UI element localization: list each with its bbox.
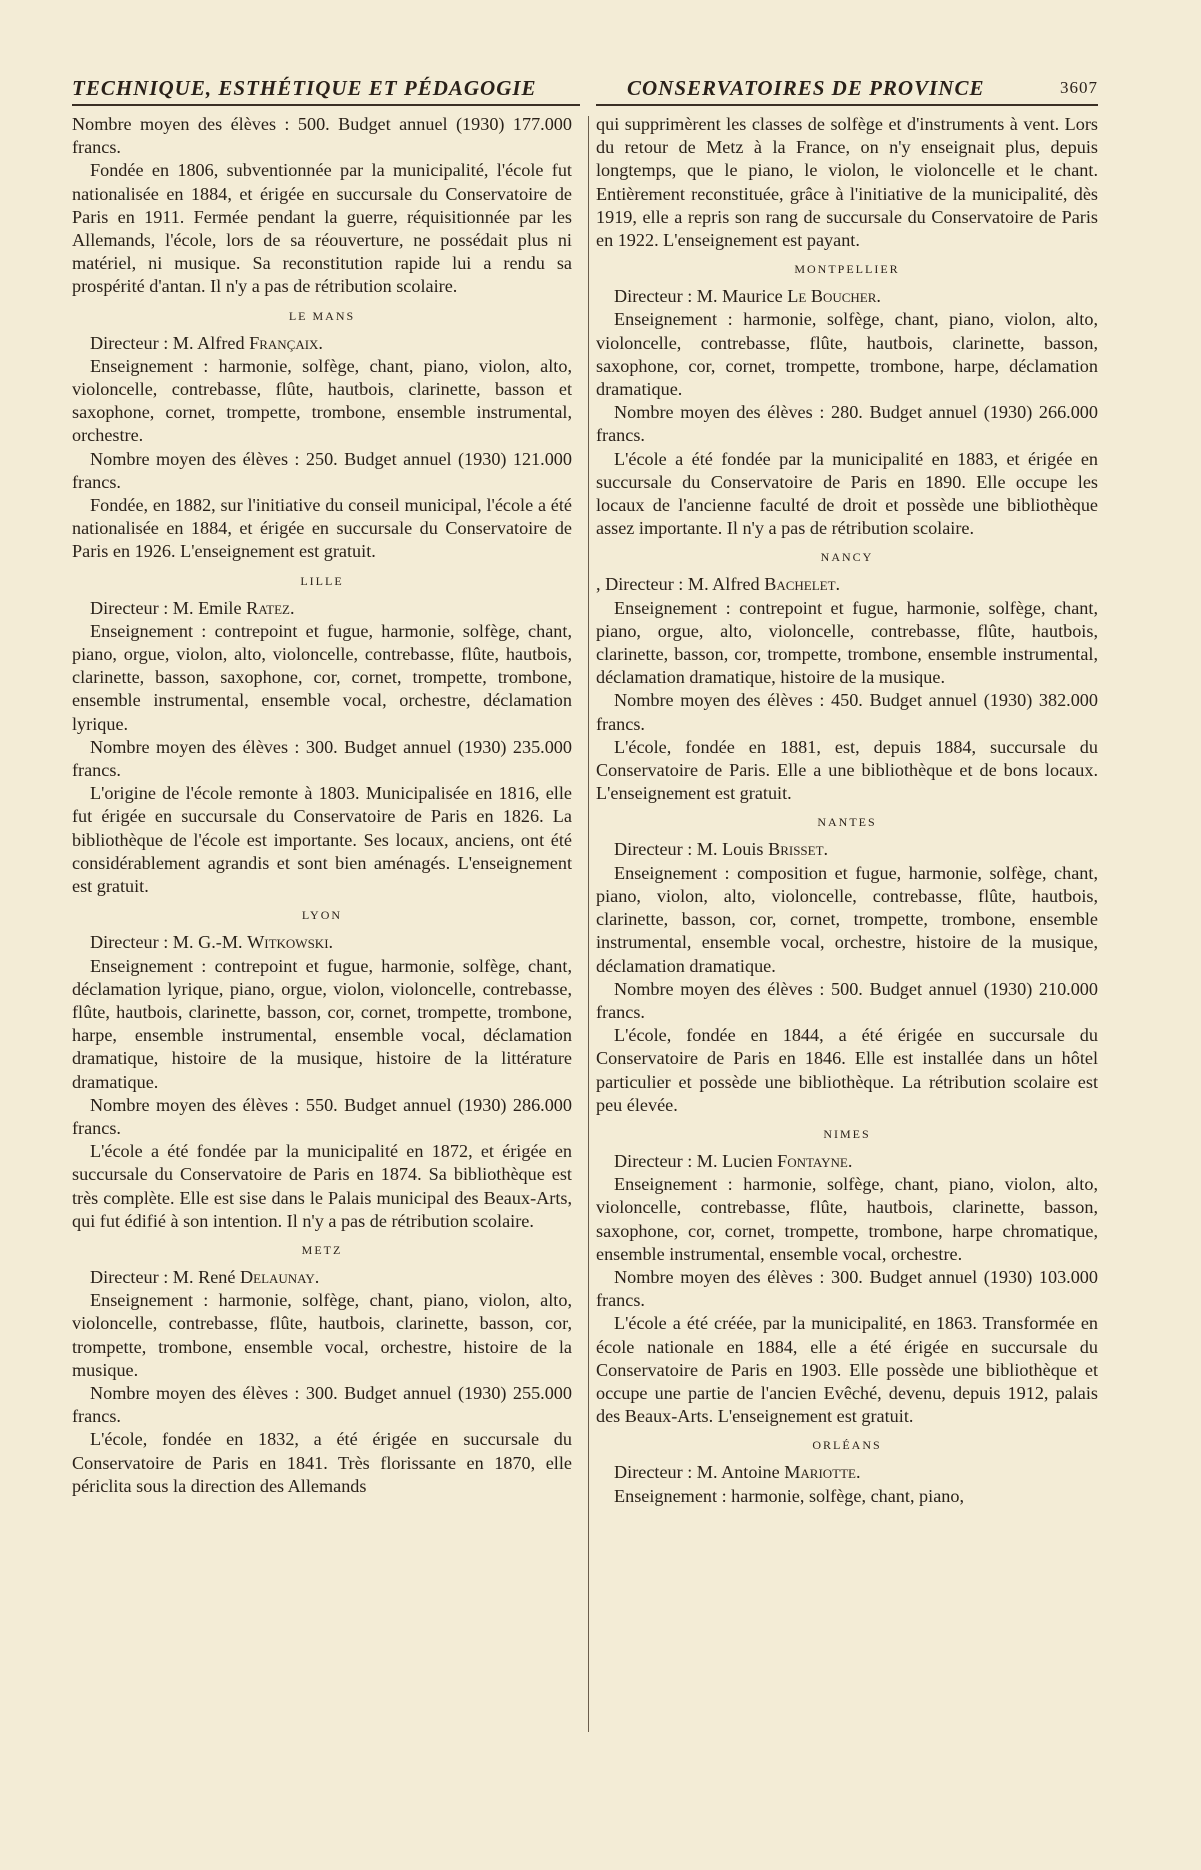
header-right-title: CONSERVATOIRES DE PROVINCE bbox=[627, 76, 985, 100]
section-heading-orleans: ORLÉANS bbox=[812, 1438, 882, 1453]
director-label: Directeur : M. René bbox=[90, 1266, 240, 1287]
history-paragraph: L'école, fondée en 1844, a été érigée en succursale du Conservatoire de Paris en 1846. Elle est installée dans un hôtel particulier et possède une bibliothèque. La rétribution scolaire est peu élevée. bbox=[596, 1025, 1098, 1115]
paragraph: qui supprimèrent les classes de solfège et d'instruments à vent. Lors du retour de Metz à la France, on n'y enseignait plus, depuis longtemps, que le piano, le violon, le violoncelle et le chant. Entièrement reconstituée, grâce à l'initiative de la municipalité, dès 1919, elle a repris son rang de succursale du Conservatoire de Paris en 1922. L'enseignement est payant. bbox=[596, 114, 1098, 251]
stats-paragraph: Nombre moyen des élèves : 500. Budget annuel (1930) 210.000 francs. bbox=[596, 978, 1098, 1022]
director-label: Directeur : M. G.-M. bbox=[90, 932, 248, 953]
director-label: Directeur : M. Lucien bbox=[614, 1150, 778, 1171]
page-number: 3607 bbox=[1060, 78, 1098, 97]
history-paragraph: L'école a été créée, par la municipalité, en 1863. Transformée en école nationale en 1884, elle a été érigée en succursale du Conservatoire de Paris en 1903. Elle possède une bibliothèque et occupe une partie de l'ancien Evêché, devenu, depuis 1912, palais des Beaux-Arts. L'enseignement est gratuit. bbox=[596, 1313, 1098, 1427]
left-column bbox=[72, 113, 572, 1498]
director-name: Bachelet. bbox=[764, 574, 841, 595]
director-line bbox=[596, 1150, 1098, 1173]
stats-paragraph: Nombre moyen des élèves : 280. Budget annuel (1930) 266.000 francs. bbox=[596, 402, 1098, 446]
column-divider bbox=[588, 116, 589, 1732]
paragraph: Fondée en 1806, subventionnée par la municipalité, l'école fut nationalisée en 1884, et érigée en succursale du Conservatoire de Paris en 1911. Fermée pendant la guerre, réquisitionnée par les Allemands, l'école, lors de sa réouverture, ne possédait plus ni matériel, ni musique. Sa reconstitution rapide lui a rendu sa prospérité d'antan. Il n'y a pas de rétribution scolaire. bbox=[72, 160, 572, 297]
director-name: Delaunay. bbox=[240, 1266, 320, 1287]
stats-paragraph: Nombre moyen des élèves : 550. Budget annuel (1930) 286.000 francs. bbox=[72, 1094, 572, 1138]
director-name: Mariotte. bbox=[784, 1462, 861, 1483]
teaching-paragraph: Enseignement : harmonie, solfège, chant, piano, violon, alto, violoncelle, contrebasse, flûte, hautbois, clarinette, basson, saxophone, cor, cornet, trompette, trombone, harpe, déclamation dramatique. bbox=[596, 309, 1098, 400]
director-label: Directeur : M. Emile bbox=[90, 597, 247, 618]
director-name: Fontayne. bbox=[777, 1150, 853, 1171]
header-rule-right bbox=[596, 104, 1098, 106]
director-name: Ratez. bbox=[246, 597, 295, 618]
director-label: , Directeur : M. Alfred bbox=[596, 574, 765, 595]
director-line bbox=[72, 931, 572, 954]
director-line bbox=[596, 573, 1098, 596]
running-header bbox=[72, 76, 1098, 104]
history-paragraph: L'école, fondée en 1832, a été érigée en succursale du Conservatoire de Paris en 1841. Très florissante en 1870, elle périclita sous la direction des Allemands bbox=[72, 1429, 572, 1496]
teaching-paragraph: Enseignement : harmonie, solfège, chant, piano, violon, alto, violoncelle, contrebasse, flûte, hautbois, clarinette, basson et saxophone, cornet, trompette, trombone, ensemble instrumental, orchestre. bbox=[72, 355, 572, 446]
teaching-paragraph: Enseignement : contrepoint et fugue, harmonie, solfège, chant, piano, orgue, alto, violoncelle, contrebasse, flûte, hautbois, clarinette, basson, cor, trompette, trombone, ensemble instrumental, déclamation dramatique, histoire de la musique. bbox=[596, 597, 1098, 688]
director-line bbox=[72, 332, 572, 355]
director-name: Françaix. bbox=[249, 332, 323, 353]
stats-paragraph: Nombre moyen des élèves : 300. Budget annuel (1930) 235.000 francs. bbox=[72, 736, 572, 781]
director-name: Le Boucher. bbox=[787, 286, 881, 307]
director-line bbox=[72, 1266, 572, 1289]
teaching-paragraph: Enseignement : contrepoint et fugue, harmonie, solfège, chant, piano, orgue, violon, alto, violoncelle, contrebasse, flûte, hautbois, clarinette, basson, saxophone, cor, cornet, trompette, trombone, ensemble instrumental, ensemble vocal, orchestre, déclamation lyrique. bbox=[72, 620, 572, 734]
stats-paragraph: Nombre moyen des élèves : 450. Budget annuel (1930) 382.000 francs. bbox=[596, 690, 1098, 734]
director-line bbox=[596, 285, 1098, 308]
section-heading-montpellier: MONTPELLIER bbox=[794, 262, 900, 277]
teaching-paragraph: Enseignement : composition et fugue, harmonie, solfège, chant, piano, violon, alto, violoncelle, contrebasse, flûte, hautbois, clarinette, basson, cor, cornet, trompette, trombone, ensemble instrumental, ensemble vocal, orchestre, histoire de la musique, déclamation dramatique. bbox=[596, 862, 1098, 976]
director-name: Witkowski. bbox=[247, 932, 334, 953]
director-line bbox=[596, 1461, 1098, 1484]
teaching-paragraph: Enseignement : contrepoint et fugue, harmonie, solfège, chant, déclamation lyrique, piano, orgue, violon, violoncelle, contrebasse, flûte, hautbois, clarinette, basson, cor, cornet, trompette, trombone, harpe, ensemble instrumental, ensemble vocal, déclamation dramatique, histoire de la musique, histoire de la littérature dramatique. bbox=[72, 955, 572, 1092]
history-paragraph: L'école a été fondée par la municipalité en 1883, et érigée en succursale du Conservatoire de Paris en 1890. Elle occupe les locaux de l'ancienne faculté de droit et possède une bibliothèque assez importante. Il n'y a pas de rétribution scolaire. bbox=[596, 448, 1098, 539]
section-heading-lille: LILLE bbox=[300, 573, 344, 588]
teaching-paragraph: Enseignement : harmonie, solfège, chant, piano, violon, alto, violoncelle, contrebasse, flûte, hautbois, clarinette, basson, saxophone, cor, cornet, trompette, trombone, harpe chromatique, ensemble instrumental, ensemble vocal, orchestre. bbox=[596, 1174, 1098, 1264]
section-heading-nancy: NANCY bbox=[820, 550, 874, 565]
director-label: Directeur : M. Antoine bbox=[614, 1462, 785, 1483]
director-label: Directeur : M. Maurice bbox=[614, 286, 788, 307]
teaching-paragraph: Enseignement : harmonie, solfège, chant, piano, violon, alto, violoncelle, contrebasse, flûte, hautbois, clarinette, basson, cor, trompette, trombone, ensemble vocal, orchestre, histoire de la musique. bbox=[72, 1290, 572, 1380]
stats-paragraph: Nombre moyen des élèves : 300. Budget annuel (1930) 255.000 francs. bbox=[72, 1382, 572, 1427]
director-name: Brisset. bbox=[768, 839, 829, 860]
paragraph: Nombre moyen des élèves : 500. Budget annuel (1930) 177.000 francs. bbox=[72, 114, 572, 158]
director-label: Directeur : M. Alfred bbox=[90, 332, 250, 353]
header-left-title: TECHNIQUE, ESTHÉTIQUE ET PÉDAGOGIE bbox=[72, 76, 537, 100]
section-heading-nantes: NANTES bbox=[817, 815, 877, 830]
stats-paragraph: Nombre moyen des élèves : 300. Budget annuel (1930) 103.000 francs. bbox=[596, 1266, 1098, 1311]
stats-paragraph: Nombre moyen des élèves : 250. Budget annuel (1930) 121.000 francs. bbox=[72, 448, 572, 492]
director-line bbox=[72, 597, 572, 620]
director-label: Directeur : M. Louis bbox=[614, 839, 769, 860]
section-heading-metz: METZ bbox=[301, 1242, 343, 1257]
header-rule-left bbox=[72, 104, 580, 106]
teaching-paragraph: Enseignement : harmonie, solfège, chant, piano, bbox=[614, 1485, 965, 1506]
history-paragraph: L'origine de l'école remonte à 1803. Municipalisée en 1816, elle fut érigée en succursale du Conservatoire de Paris en 1826. La bibliothèque de l'école est importante. Ses locaux, anciens, ont été considérablement agrandis et sont bien aménagés. L'enseignement est gratuit. bbox=[72, 783, 572, 897]
history-paragraph: L'école a été fondée par la municipalité en 1872, et érigée en succursale du Conservatoire de Paris en 1874. Sa bibliothèque est très complète. Elle est sise dans le Palais municipal des Beaux-Arts, qui fut édifié à son intention. Il n'y a pas de rétribution scolaire. bbox=[72, 1141, 572, 1231]
right-column bbox=[596, 113, 1098, 1508]
section-heading-le-mans: LE MANS bbox=[288, 308, 356, 323]
section-heading-nimes: NIMES bbox=[823, 1126, 871, 1141]
section-heading-lyon: LYON bbox=[301, 908, 343, 923]
history-paragraph: Fondée, en 1882, sur l'initiative du conseil municipal, l'école a été nationalisée en 1884, et érigée en succursale du Conservatoire de Paris en 1926. L'enseignement est gratuit. bbox=[72, 495, 572, 562]
director-line bbox=[596, 838, 1098, 861]
history-paragraph: L'école, fondée en 1881, est, depuis 1884, succursale du Conservatoire de Paris. Elle a une bibliothèque et de bons locaux. L'enseignement est gratuit. bbox=[596, 736, 1098, 804]
